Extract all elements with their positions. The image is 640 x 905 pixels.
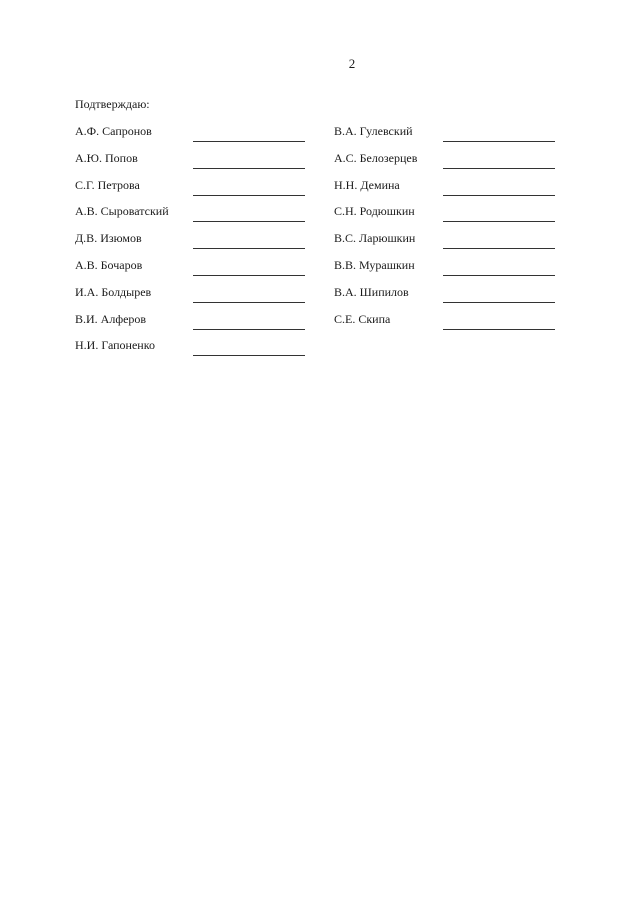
- signature-line: [443, 302, 555, 303]
- signer-name: Д.В. Изюмов: [75, 231, 142, 246]
- signature-line: [443, 248, 555, 249]
- signature-row: [334, 178, 559, 205]
- signer-name: С.Е. Скипа: [334, 311, 391, 326]
- signature-line: [193, 302, 305, 303]
- signature-line: [193, 221, 305, 222]
- signer-name: С.Г. Петрова: [75, 177, 140, 192]
- signature-line: [443, 221, 555, 222]
- signatures-right-column: [334, 124, 559, 338]
- signature-row: [75, 258, 300, 285]
- signature-line: [193, 168, 305, 169]
- signer-name: В.А. Шипилов: [334, 284, 409, 299]
- signer-name: В.С. Ларюшкин: [334, 231, 416, 246]
- signer-name: В.А. Гулевский: [334, 124, 413, 138]
- signature-line: [193, 275, 305, 276]
- signature-line: [443, 329, 555, 330]
- signer-name: А.Ф. Сапронов: [75, 124, 152, 138]
- signer-name: И.А. Болдырев: [75, 284, 152, 299]
- signature-row: [75, 178, 300, 205]
- signatures-left-column: [75, 124, 300, 365]
- signature-row: [75, 204, 300, 231]
- signature-row: [334, 124, 559, 151]
- page-number: 2: [348, 56, 356, 71]
- signature-line: [443, 275, 555, 276]
- signer-name: В.В. Мурашкин: [334, 257, 415, 272]
- signer-name: Н.И. Гапоненко: [75, 338, 155, 353]
- signer-name: А.В. Бочаров: [75, 257, 143, 272]
- signature-row: [75, 124, 300, 151]
- signer-name: Н.Н. Демина: [334, 177, 400, 192]
- signature-line: [193, 141, 305, 142]
- signature-line: [443, 168, 555, 169]
- signature-row: [334, 285, 559, 312]
- signer-name: В.И. Алферов: [75, 311, 147, 326]
- confirm-heading: Подтверждаю:: [75, 97, 150, 111]
- signature-line: [193, 195, 305, 196]
- signature-line: [443, 195, 555, 196]
- signature-row: [75, 151, 300, 178]
- signer-name: А.Ю. Попов: [75, 150, 138, 165]
- signature-row: [334, 204, 559, 231]
- signature-row: [75, 312, 300, 339]
- signer-name: С.Н. Родюшкин: [334, 204, 415, 219]
- signature-line: [193, 355, 305, 356]
- signature-line: [193, 248, 305, 249]
- signer-name: А.С. Белозерцев: [334, 150, 418, 165]
- signer-name: А.В. Сыроватский: [75, 204, 169, 219]
- signature-row: [75, 285, 300, 312]
- signature-line: [443, 141, 555, 142]
- signature-line: [193, 329, 305, 330]
- signature-row: [334, 312, 559, 339]
- signature-row: [334, 258, 559, 285]
- signature-row: [75, 338, 300, 365]
- signature-row: [75, 231, 300, 258]
- signature-row: [334, 231, 559, 258]
- signature-row: [334, 151, 559, 178]
